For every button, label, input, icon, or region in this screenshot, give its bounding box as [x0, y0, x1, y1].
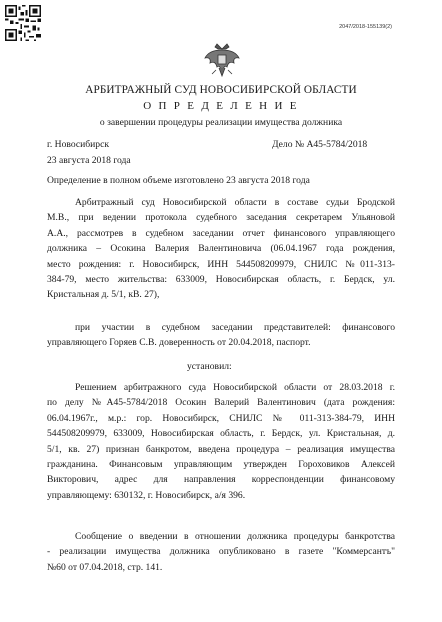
- document-date: 23 августа 2018 года: [47, 155, 131, 166]
- text-line: по делу №А45-5784/2018 Осокин Валерий Валентинович (дата рождения:: [47, 397, 395, 409]
- document-subject: о завершении процедуры реализации имущества должника: [99, 117, 343, 128]
- qr-code-icon: [5, 5, 41, 41]
- paragraph-participants: [47, 320, 395, 351]
- document-number: 2047/2018-155139(2): [339, 24, 392, 30]
- text-line: М.В., при ведении протокола судебного заседания секретарем Ульяновой: [47, 212, 395, 224]
- text-line: управляющего Горяев С.В. доверенность от 20.04.2018, паспорт.: [47, 337, 311, 349]
- text-line: должника – Осокина Валерия Валентиновича (06.04.1967 года рождения,: [47, 243, 395, 255]
- court-name: АРБИТРАЖНЫЙ СУД НОВОСИБИРСКОЙ ОБЛАСТИ: [85, 84, 357, 96]
- document-title: О П Р Е Д Е Л Е Н И Е: [143, 100, 299, 112]
- paragraph-court-composition: [47, 195, 395, 303]
- full-text-note: Определение в полном объеме изготовлено 23 августа 2018 года: [47, 175, 310, 186]
- text-line: Кристальная д. 5/1, кВ. 27),: [47, 289, 160, 301]
- text-line: Решением арбитражного суда Новосибирской области от 28.03.2018 г.: [75, 382, 395, 393]
- text-line: 544508209979, 633009, Новосибирская область, г. Бердск, ул. Кристальная, д.: [47, 428, 395, 440]
- case-number: Дело № А45-5784/2018: [272, 139, 368, 150]
- city: г. Новосибирск: [47, 139, 109, 150]
- text-line: при участии в судебном заседании представителей: финансового: [75, 322, 395, 333]
- paragraph-decision: [47, 380, 395, 503]
- text-line: 384-79, место жительства: 633009, Новосибирская область, г. Бердск, ул.: [47, 274, 395, 286]
- text-line: Викторович, адрес для направления корреспонденции финансовому: [47, 474, 395, 486]
- text-line: №60 от 07.04.2018, стр. 141.: [47, 561, 163, 573]
- text-line: - реализации имущества должника опубликовано в газете "Коммерсантъ": [47, 546, 395, 558]
- text-line: 06.04.1967г., м.р.: гор. Новосибирск, СНИЛС № 011-313-384-79, ИНН: [47, 412, 395, 424]
- text-line: гражданина. Финансовым управляющим утвержден Гороховиков Алексей: [47, 459, 395, 471]
- russian-coat-of-arms-icon: [202, 40, 242, 80]
- text-line: место рождения: г. Новосибирск, ИНН 544508209979, СНИЛС №011-313-: [47, 258, 395, 270]
- text-line: 5/1, кв. 27) признан банкротом, введена процедура – реализация имущества: [47, 443, 395, 455]
- paragraph-publication: [47, 529, 395, 575]
- text-line: Сообщение о введении в отношении должника процедуры банкротства: [75, 531, 395, 542]
- text-line: А.А., рассмотрев в судебном заседании отчет финансового управляющего: [47, 227, 395, 239]
- established-heading: установил:: [187, 361, 232, 372]
- text-line: Арбитражный суд Новосибирской области в составе судьи Бродской: [75, 197, 395, 208]
- text-line: управляющему: 630132, г. Новосибирск, а/я 396.: [47, 489, 246, 501]
